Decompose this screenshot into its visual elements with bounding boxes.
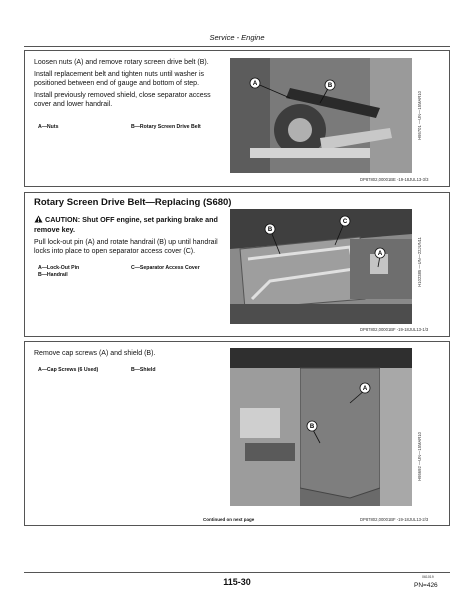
legend-item: B—Handrail [38,272,68,278]
instruction-text: Install previously removed shield, close separator access cover and lower handrail. [34,92,211,108]
figure-reference: DP87802,00001BF -19-18JUL13-1/3 [360,327,429,332]
image-code: H95692 —UN—15MAR10 [417,432,422,481]
callout-label: B [267,227,273,234]
instruction-text: Loosen nuts (A) and remove rotary screen drive belt (B). [34,59,209,66]
legend-item: C—Separator Access Cover [131,265,200,271]
legend-item: A—Lock-Out Pin [38,265,80,271]
caution-text: CAUTION: Shut OFF engine, set parking brake and remove key. [34,215,218,234]
belt-photo [230,58,412,173]
instruction-text: Remove cap screws (A) and shield (B). [34,350,156,357]
legend-item: B—Shield [131,367,156,373]
image-code: H102385 —UN—22JUN11 [417,237,422,287]
caution-block [34,215,224,234]
instruction-text: Pull lock-out pin (A) and rotate handrail (B) up until handrail locks into place to open separator access cover (C). [34,239,218,255]
header-rule [24,46,450,47]
shield-photo [230,348,412,506]
image-code: H95701 —UN—15MAR10 [417,91,422,140]
warning-icon [34,215,43,225]
figure-reference: DP87802,00001BE -19-18JUL13-3/3 [360,177,429,182]
instruction-text: Install replacement belt and tighten nuts until washer is positioned between end of gauge and bottom of step. [34,71,205,87]
panel-belt-install [24,50,450,187]
section-title: Rotary Screen Drive Belt—Replacing (S680) [34,197,232,208]
callout-label: A [377,251,383,258]
figure-reference: DP87802,00001BF -19-18JUL13-2/3 [360,517,429,522]
legend-item: A—Cap Screws (6 Used) [38,367,99,373]
callout-label: C [342,219,348,226]
callout-label: B [309,424,315,431]
page-number: 115-30 [223,577,251,587]
callout-label: B [327,83,333,90]
callout-label: A [362,386,368,393]
legend-item: A—Nuts [38,124,59,130]
access-cover-photo [230,209,412,324]
panel-belt-replacing [24,192,450,337]
continued-note: Continued on next page [203,517,255,522]
footer-pn: PN=426 [414,582,438,589]
page-header-title: Service - Engine [209,33,265,42]
legend-item: B—Rotary Screen Drive Belt [131,124,201,130]
footer-rule [24,572,450,573]
callout-label: A [252,81,258,88]
footer-date: 061019 [422,575,434,579]
panel-shield-removal [24,341,450,526]
